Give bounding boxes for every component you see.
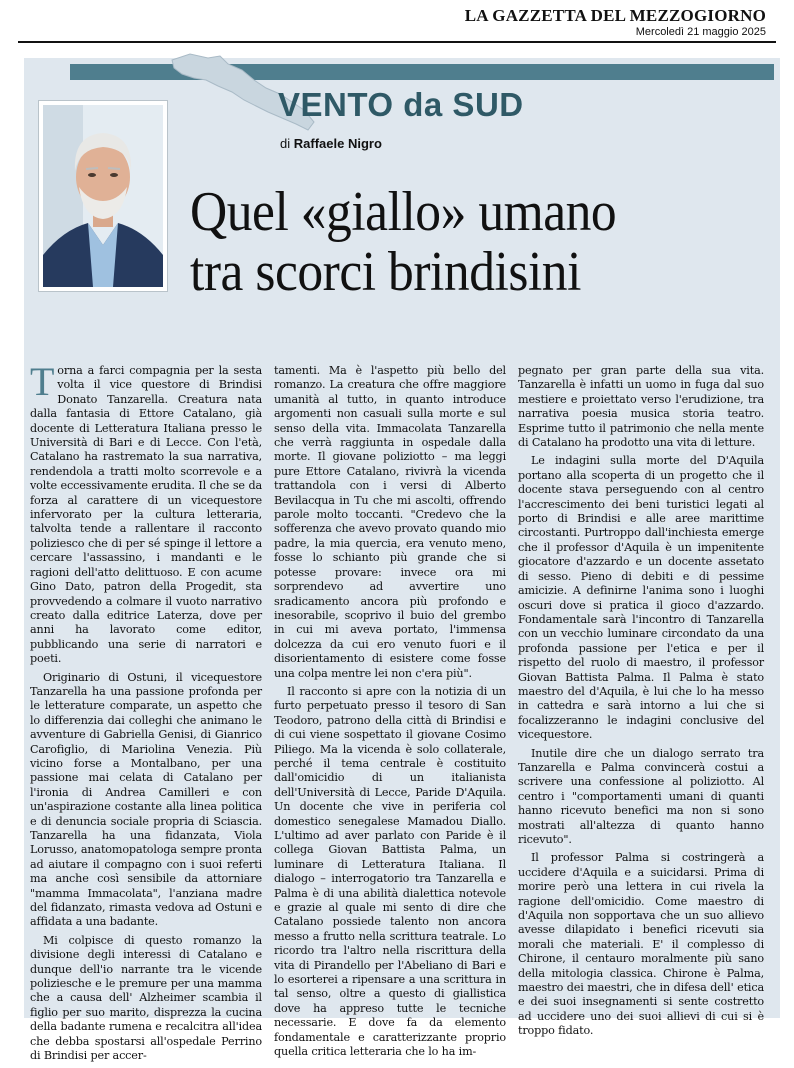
article-paragraph: Originario di Ostuni, il vicequestore Tanzarella ha una passione profonda per le letterature comparate, un aspetto che lo differenzia dai colleghi che animano le avventure di Gabriella Genisi, di Gianrico Carofiglio, di Mariolina Venezia. Più vicino forse a Montalbano, per una passione mai celata di Catalano per l'ironia di Andrea Camilleri e con un'aspirazione costante alla linea politica e di denuncia sociale propria di Sciascia. Tanzarella ha una fidanzata, Viola Lorusso, anatomopatologa sempre pronta ad aiutare il compagno con i suoi referti ma anche così sensibile da attorniare "mamma Immacolata", l'anziana madre del fidanzato, rimasta vedova ad Ostuni e affidata a una badante.	[30, 670, 262, 929]
drop-cap: T	[30, 359, 55, 404]
article-paragraph: Mi colpisce di questo romanzo la divisione degli interessi di Catalano e dunque dell'io narrante tra le vicende poliziesche e le premure per una mamma che a causa dell' Alzheimer scambia il figlio per suo marito, disprezza la cucina della badante rumena e recalcitra all'idea che debba spostarsi all'ospedale Perrino di Brindisi per accer-	[30, 933, 262, 1063]
article-paragraph: Il racconto si apre con la notizia di un furto perpetuato presso il tesoro di San Teodoro, patrono della città di Brindisi e di cui viene sospettato il giovane Cosimo Piliego. Ma la vicenda è solo collaterale, perché il tema centrale è costituito dall'omicidio di un italianista dell'Università di Lecce, Paride D'Aquila. Un docente che vive in periferia col domestico senegalese Mamadou Diallo. L'ultimo ad aver parlato con Paride è il collega Giovan Battista Palma, un luminare di Letteratura Italiana. Il dialogo – interrogatorio tra Tanzarella e Palma è di una abilità dialettica notevole e grazie al quale mi sento di dire che Catalano possiede talento non ancora messo a frutto nella scrittura teatrale. Lo ricordo tra l'altro nella riscrittura della vita di Pirandello per l'Abeliano di Bari e lo esorterei a ripensare a una scrittura in tal senso, oltre a questo di giallistica dove ha appreso tutte le tecniche necessarie. E dove fa da elemento fondamentale e caratterizzante proprio quella critica letteraria che lo ha im-	[274, 684, 506, 1059]
article-column-1	[30, 359, 262, 1068]
masthead-rule	[18, 41, 776, 43]
article-paragraph: tamenti. Ma è l'aspetto più bello del romanzo. La creatura che offre maggiore umanità al tutto, in quanto introduce argomenti non casuali sulla morte e sul senso della vita. Immacolata Tanzarella che verrà raggiunta in ospedale dalla morte. Il giovane poliziotto – ma leggi pure Ettore Catalano, rivivrà la vicenda trattandola con i versi di Alberto Bevilacqua in Tu che mi ascolti, offrendo parole molto toccanti. "Credevo che la sofferenza che avevo provato quando mio padre, la mia quercia, era venuto meno, fosse lo schianto più grande che si potesse provare: invece ora mi sorprendevo ad avvertire uno sradicamento ancora più profondo e inesorabile, scoprivo il buio del grembo in cui mi aveva portato, l'immensa dolcezza da cui ero venuto fuori e il disorientamento di esistere come fosse una colpa mentre lei non c'era più".	[274, 364, 506, 680]
author-photo	[43, 105, 163, 287]
article-paragraph: pegnato per gran parte della sua vita. Tanzarella è infatti un uomo in fuga dal suo mestiere e proiettato verso l'erudizione, tra narrativa poesia musica storia teatro. Esprime tutto il patrimonio che nella mente di Catalano ha prodotto una vita di letture.	[518, 364, 764, 450]
article-paragraph	[30, 359, 262, 667]
column-rubric: VENTO da SUD	[278, 86, 524, 123]
issue-date: Mercoledì 21 maggio 2025	[635, 26, 766, 38]
headline-line-1: Quel «giallo» umano	[190, 181, 617, 243]
article-paragraph: Le indagini sulla morte del D'Aquila portano alla scoperta di un progetto che il docente stava perseguendo con al centro l'accrescimento dei beni turistici legati al porto di Brindisi e alle aree marittime circostanti. Purtroppo dall'inchiesta emerge che il professor d'Aquila è un impenitente giocatore d'azzardo e un docente assetato di sesso. Pieno di debiti e di pessime amicizie. A definirne l'anima sono i luoghi oscuri dove si pratica il gioco d'azzardo. Fondamentale sarà l'incontro di Tanzarella con un vecchio luminare circondato da una profonda passione per l'etica e per il rispetto del ruolo di maestro, il professor Giovan Battista Palma. Il Palma è stato maestro del d'Aquila, è lui che lo ha messo in cattedra e sarà intorno a lui che si focalizzeranno le indagini conclusive del vicequestore.	[518, 454, 764, 742]
paragraph-text: orna a farci compagnia per la sesta volta il vice questore di Brindisi Donato Tanzarella. Creatura nata dalla fantasia di Ettore Catalano, già docente di Letteratura Italiana presso le Università di Bari e di Lecce. Con l'età, Catalano ha rastremato la sua narrativa, rendendola a tratti molto scorrevole e a volte eccessivamente erudita. Il che se da forza al carattere di un vicequestore infervorato per la cultura letteraria, talvolta tende a rallentare il racconto poliziesco che di per sé spinge il lettore a cercare l'assassino, i mandanti e le ragioni dell'atto delittuoso. E con acume Gino Dato, patron della Progedit, sta provvedendo a colmare il vuoto narrativo creato dalla editrice Laterza, dove per anni ha lavorato come editor, pubblicando una serie di narratori e poeti.	[30, 364, 262, 666]
article-paragraph: Inutile dire che un dialogo serrato tra Tanzarella e Palma convincerà costui a scrivere una confessione al poliziotto. Al centro i "comportamenti umani di quanti hanno ricevuto benefici ma non si sono mostrati all'altezza di quanto hanno ricevuto".	[518, 746, 764, 846]
author-photo-frame	[38, 100, 168, 292]
headline	[190, 182, 724, 302]
headline-line-2: tra scorci brindisini	[190, 241, 581, 303]
author-name: Raffaele Nigro	[293, 136, 382, 151]
article-column-2	[274, 364, 506, 1064]
masthead	[465, 6, 766, 38]
article-paragraph: Il professor Palma si costringerà a uccidere d'Aquila e a suicidarsi. Prima di morire però una lettera in cui rivela la ragione dell'omicidio. Come maestro di d'Aquila non sopportava che un suo allievo avesse dilapidato i benefici ricevuti sia morali che materiali. E' il complesso di Chirone, il centauro moralmente più sano della mitologia classica. Chirone è Palma, maestro dei maestri, che in difesa dell' etica e dei suoi insegnamenti si sente costretto ad uccidere uno dei suoi allievi di cui si è troppo fidato.	[518, 851, 764, 1038]
newspaper-name: LA GAZZETTA DEL MEZZOGIORNO	[464, 6, 766, 25]
byline-prefix: di	[280, 136, 291, 151]
byline	[280, 136, 382, 151]
article-column-3	[518, 364, 764, 1043]
